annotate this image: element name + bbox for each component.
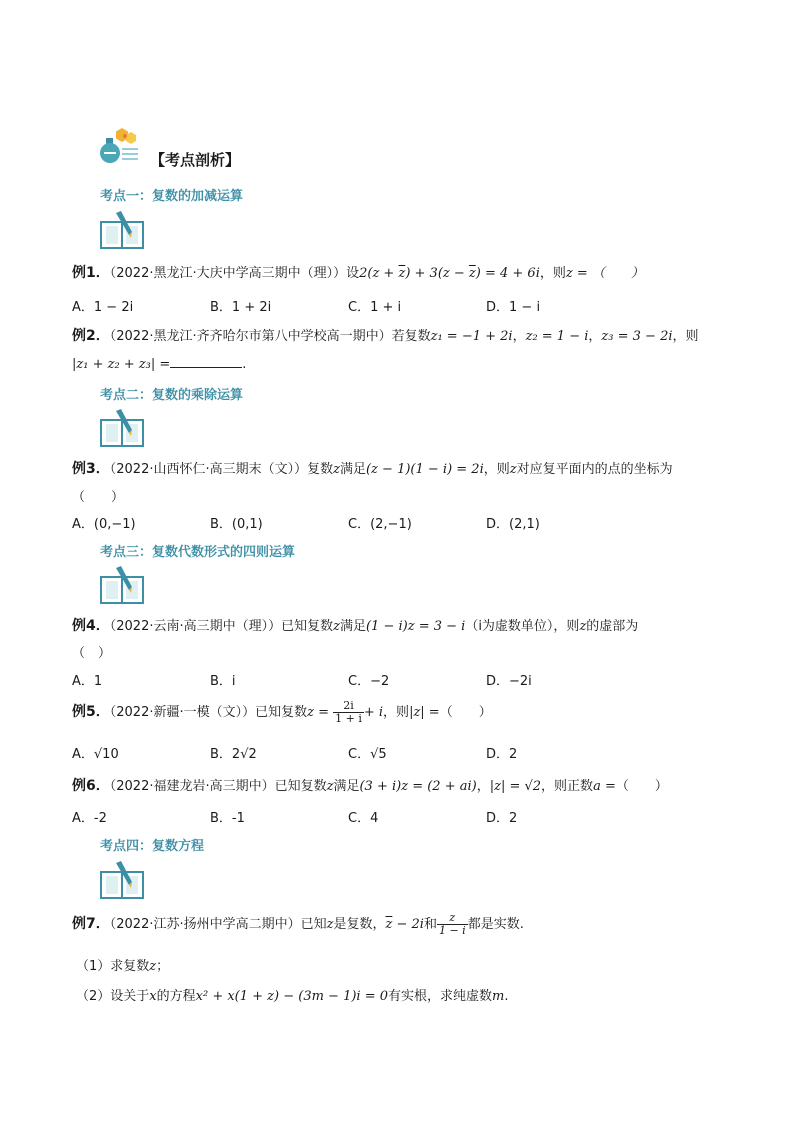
q6-option-d: D．2	[486, 811, 518, 826]
fraction: $\frac{2i}{1 + i}$	[335, 699, 362, 725]
notebook-pencil-icon	[100, 210, 146, 250]
q3-option-d: D．(2,1)	[486, 517, 540, 532]
section-heading-1: 考点一：复数的加减运算	[100, 189, 244, 204]
question-5: 例5．（2022·新疆·一模（文））已知复数z = $\frac{2i}{1 + i}$ + i，则|z| =（ ）	[72, 699, 492, 725]
question-2: 例2．（2022·黑龙江·齐齐哈尔市第八中学校高一期中）若复数z₁ = −1 + 2i，z₂ = 1 − i，z₃ = 3 − 2i，则	[72, 328, 699, 344]
q3-answer-paren: （ ）	[72, 490, 125, 505]
q7-part-1: （1）求复数z；	[76, 959, 170, 974]
question-2-line2: |z₁ + z₂ + z₃| = .	[72, 357, 247, 372]
notebook-pencil-icon	[100, 860, 146, 900]
q4-option-c: C．−2	[348, 674, 390, 689]
q1-option-a: A．1 − 2i	[72, 300, 134, 315]
q5-option-b: B．2√2	[210, 747, 257, 762]
q3-option-a: A．(0,−1)	[72, 517, 136, 532]
fraction: $\frac{z}{1 - i}$	[438, 911, 466, 937]
q5-option-c: C．√5	[348, 747, 387, 762]
notebook-pencil-icon	[100, 565, 146, 605]
question-3: 例3．（2022·山西怀仁·高三期末（文））复数z满足(z − 1)(1 − i) = 2i，则z对应复平面内的点的坐标为	[72, 461, 673, 477]
question-6: 例6．（2022·福建龙岩·高三期中）已知复数z满足(3 + i)z = (2 + ai)，|z| = √2，则正数a =（ ）	[72, 778, 668, 794]
q1-option-b: B．1 + 2i	[210, 300, 272, 315]
page-title: 【考点剖析】	[150, 151, 241, 169]
q3-option-c: C．(2,−1)	[348, 517, 412, 532]
q6-option-c: C．4	[348, 811, 379, 826]
q5-option-a: A．√10	[72, 747, 119, 762]
q5-option-d: D．2	[486, 747, 518, 762]
question-1: 例1．（2022·黑龙江·大庆中学高三期中（理））设$2(z + \overline{z}) + 3(z - \overline{z}) = 4 + 6i$，则z = （ ）	[72, 265, 644, 281]
q7-part-2: （2）设关于x的方程x² + x(1 + z) − (3m − 1)i = 0有实根，求纯虚数m.	[76, 989, 509, 1004]
q6-option-b: B．-1	[210, 811, 245, 826]
section-heading-2: 考点二：复数的乘除运算	[100, 388, 244, 403]
flask-hexagon-icon	[98, 126, 146, 166]
q6-option-a: A．-2	[72, 811, 107, 826]
q4-option-b: B．i	[210, 674, 236, 689]
question-4: 例4．（2022·云南·高三期中（理））已知复数z满足(1 − i)z = 3 − i（i为虚数单位），则z的虚部为	[72, 618, 639, 634]
q4-answer-paren: （ ）	[72, 646, 112, 661]
section-heading-4: 考点四：复数方程	[100, 839, 205, 854]
q3-option-b: B．(0,1)	[210, 517, 263, 532]
q1-option-c: C．1 + i	[348, 300, 402, 315]
q1-option-d: D．1 − i	[486, 300, 541, 315]
answer-blank	[170, 355, 242, 368]
question-7: 例7．（2022·江苏·扬州中学高二期中）已知z是复数，$\overline{z} - 2i$和 $\frac{z}{1 - i}$ 都是实数.	[72, 911, 524, 937]
q4-option-d: D．−2i	[486, 674, 532, 689]
notebook-pencil-icon	[100, 408, 146, 448]
q4-option-a: A．1	[72, 674, 103, 689]
section-heading-3: 考点三：复数代数形式的四则运算	[100, 545, 296, 560]
